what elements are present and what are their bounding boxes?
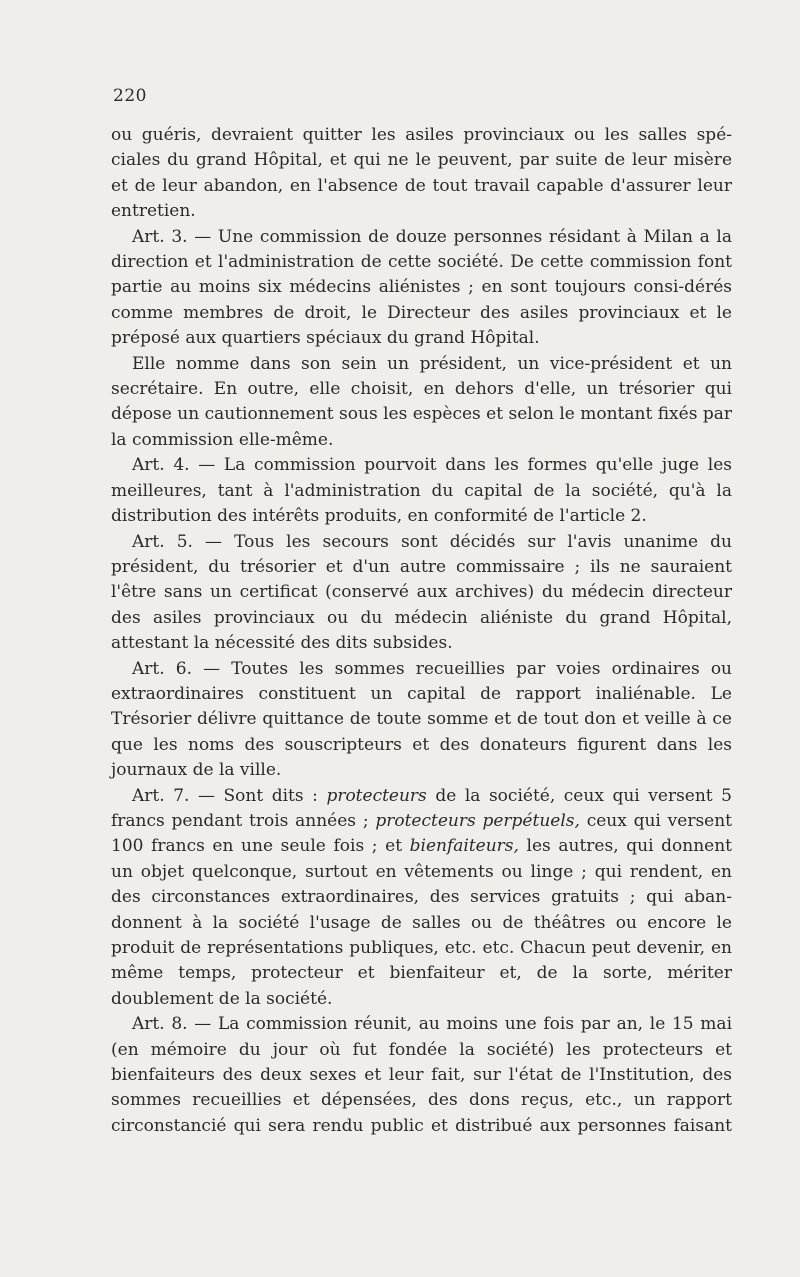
term-protecteurs: protecteurs: [326, 785, 427, 806]
article-7-text-a: Art. 7. — Sont dits :: [132, 785, 327, 806]
paragraph-officers: Elle nomme dans son sein un président, un vice-président et un secrétaire. En outre, elle choisit, en dehors d'elle, un trésorier qui dépose un cautionnement sous les espèces et selon le montant fixés par la commission elle-même.: [111, 353, 732, 450]
paragraph-article-3: Art. 3. — Une commission de douze personnes résidant à Milan a la direction et l'administration de cette société. De cette commission font partie au moins six médecins aliénistes ; en sont toujours consi-dérés comme membres de droit, le Directeur des asiles provinciaux et le préposé aux quartiers spéciaux du grand Hôpital.: [111, 226, 732, 349]
paragraph-article-7: [111, 784, 732, 1013]
article-7-text-b: de la société, ceux qui versent 5 francs pendant trois années ;: [111, 785, 732, 831]
paragraph-article-4: Art. 4. — La commission pourvoit dans les formes qu'elle juge les meilleures, tant à l'administration du capital de la société, qu'à la distribution des intérêts produits, en conformité de l'article 2.: [111, 455, 732, 527]
paragraph-article-8: Art. 8. — La commission réunit, au moins une fois par an, le 15 mai (en mémoire du jour où fut fondée la société) les protecteurs et bienfaiteurs des deux sexes et leur fait, sur l'état de l'Institution, des sommes recueillies et dépensées, des dons reçus, etc., un rapport circonstancié qui sera rendu public et distribué aux personnes faisant: [111, 1014, 732, 1136]
paragraph-continuation: ou guéris, devraient quitter les asiles provinciaux ou les salles spé-ciales du grand Hôpital, et qui ne le peuvent, par suite de leur misère et de leur abandon, en l'absence de tout travail capable d'assurer leur entretien.: [111, 125, 732, 222]
term-protecteurs-perpetuels: protecteurs perpétuels,: [375, 810, 580, 831]
article-7-text-d: les autres, qui donnent un objet quelconque, surtout en vêtements ou linge ; qui rendent, en des circonstances extraordinaires, des services gratuits ; qui aban-donnent à la société l'usage de salles ou de théâtres ou encore le produit de représentations publiques, etc. etc. Chacun peut devenir, en même temps, protecteur et bienfaiteur et, de la sorte, mériter doublement de la société.: [111, 836, 732, 1009]
article-7-text-c: ceux qui versent 100 francs en une seule fois ; et: [111, 810, 733, 857]
term-bienfaiteurs: bienfaiteurs,: [409, 836, 519, 857]
paragraph-article-6: Art. 6. — Toutes les sommes recueillies par voies ordinaires ou extraordinaires constituent un capital de rapport inaliénable. Le Trésorier délivre quittance de toute somme et de tout don et veille à ce que les noms des souscripteurs et des donateurs figurent dans les journaux de la ville.: [111, 658, 732, 781]
page-number: 220: [113, 86, 147, 106]
body-text: [111, 123, 732, 1139]
paragraph-article-5: Art. 5. — Tous les secours sont décidés sur l'avis unanime du président, du trésorier et d'un autre commissaire ; ils ne sauraient l'être sans un certificat (conservé aux archives) du médecin directeur des asiles provinciaux ou du médecin aliéniste du grand Hôpital, attestant la nécessité des dits subsides.: [111, 531, 732, 654]
